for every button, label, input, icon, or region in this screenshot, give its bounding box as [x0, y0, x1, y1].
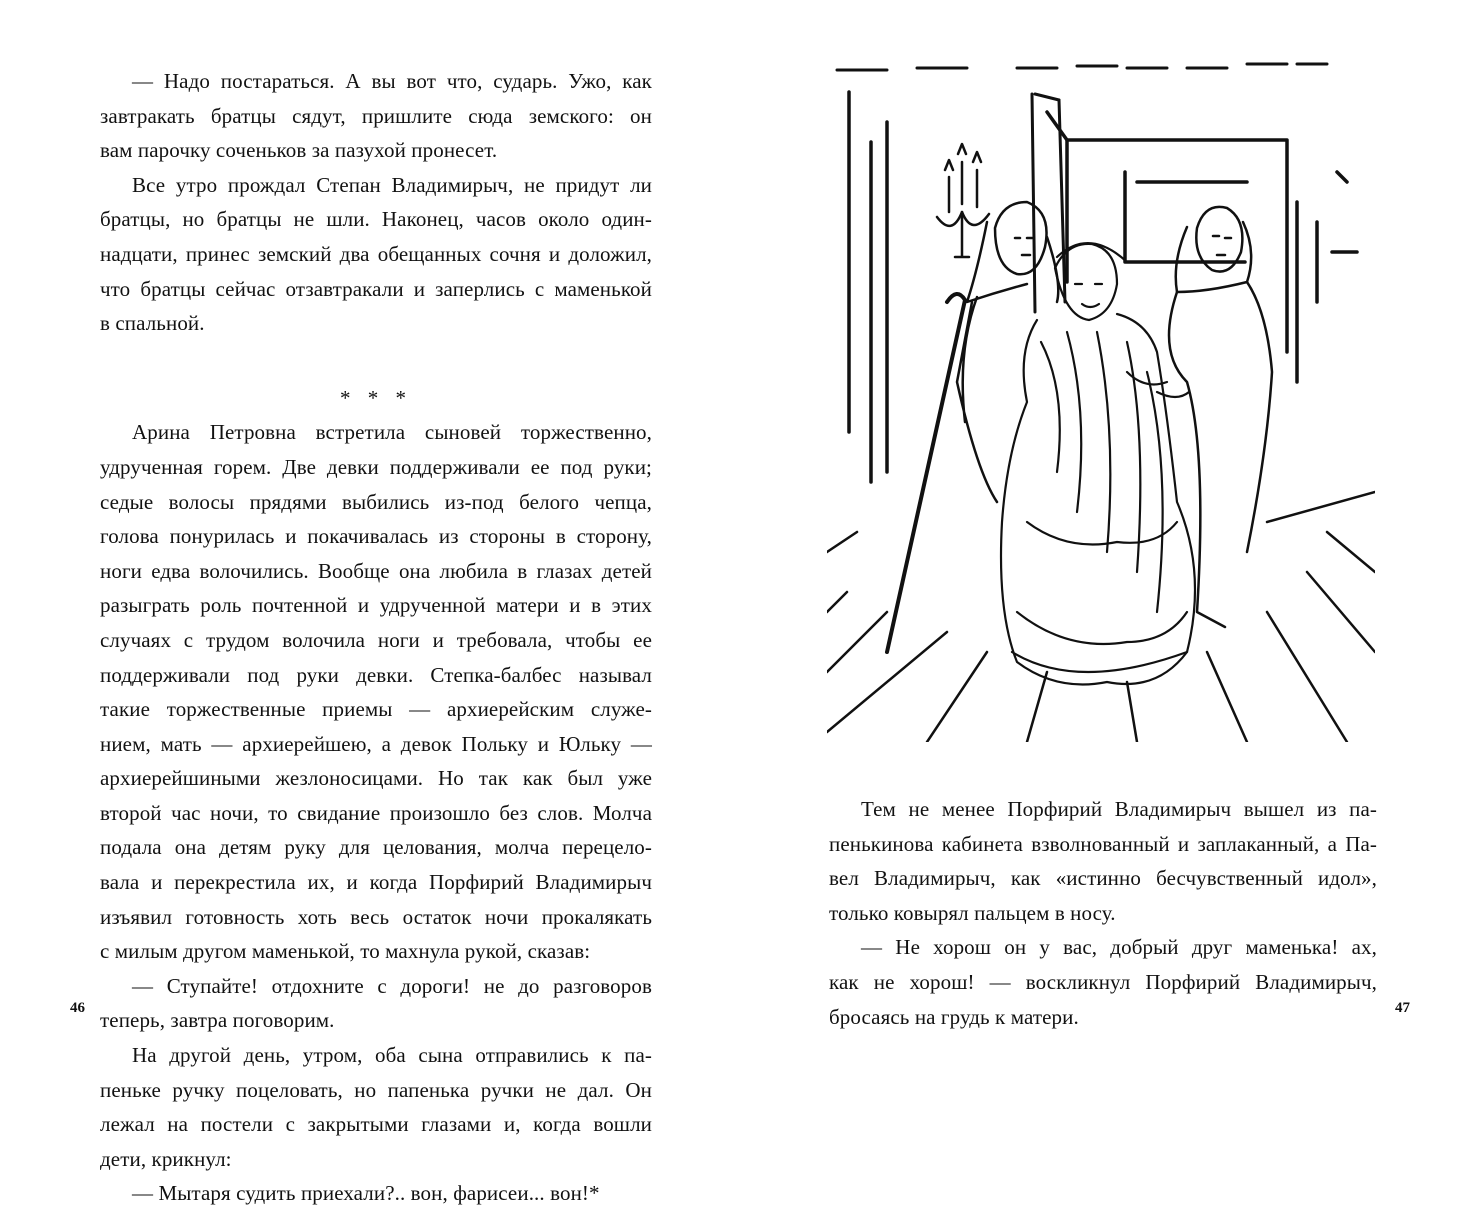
- section-break-stars: * * *: [340, 385, 412, 410]
- text-line: вала и перекрестила их, и когда Порфирий Владимирыч: [100, 870, 652, 895]
- text-line: с милым другом маменькой, то махнула рукой, сказав:: [100, 939, 591, 964]
- text-line: завтракать братцы сядут, пришлите сюда земского: он: [100, 103, 652, 128]
- left-page-text: [100, 64, 652, 1211]
- door-panel: [1032, 94, 1065, 312]
- text-line: дети, крикнул:: [100, 1146, 232, 1171]
- text-line: надцати, принес земский два обещанных сочня и доложил,: [100, 241, 652, 266]
- text-line: подала она детям руку для целования, молча перецело-: [100, 835, 652, 860]
- text-line: удрученная горем. Две девки поддерживали ее под руки;: [100, 454, 652, 479]
- text-line: голова понурилась и покачивалась из стороны в сторону,: [100, 524, 652, 549]
- illustration-arina-petrovna: [827, 52, 1375, 742]
- candle-sconce: [937, 144, 989, 257]
- page-number-right: 47: [1395, 1000, 1410, 1016]
- floor-lines: [827, 492, 1375, 742]
- text-line: братцы, но братцы не шли. Наконец, часов около один-: [100, 207, 652, 232]
- text-line: пенькинова кабинета взволнованный и заплаканный, а Па-: [829, 831, 1377, 856]
- text-line: вам парочку соченьков за пазухой пронесет.: [100, 138, 498, 163]
- text-line: случаях с трудом волочила ноги и требовала, чтобы ее: [100, 627, 652, 652]
- servant-left: [957, 202, 1058, 502]
- text-line: как не хорош! — воскликнул Порфирий Владимирыч,: [829, 969, 1377, 994]
- text-line: — Не хорош он у вас, добрый друг маменька! ах,: [861, 935, 1377, 960]
- right-page-text: [829, 792, 1377, 1034]
- text-line: — Ступайте! отдохните с дороги! не до разговоров: [132, 973, 652, 998]
- text-line: ноги едва волочились. Вообще она любила в глазах детей: [100, 558, 652, 583]
- text-line: пеньке ручку поцеловать, но папенька ручки не дал. Он: [100, 1077, 652, 1102]
- text-line: седые волосы прядями выбились из-под белого чепца,: [100, 489, 652, 514]
- text-line: — Надо постараться. А вы вот что, сударь. Ужо, как: [132, 69, 652, 93]
- text-line: изъявил готовность хоть весь остаток ночи прокалякать: [100, 904, 652, 929]
- text-line: в спальной.: [100, 311, 205, 336]
- text-line: Арина Петровна встретила сыновей торжественно,: [132, 420, 652, 445]
- text-line: Тем не менее Порфирий Владимирыч вышел из па-: [861, 797, 1377, 821]
- ink-drawing: [827, 52, 1375, 742]
- text-line: разыграть роль почтенной и удрученной матери и в этих: [100, 593, 652, 618]
- text-line: поддерживали под руки девки. Степка-балбес называл: [100, 662, 652, 687]
- text-line: Все утро прождал Степан Владимирыч, не придут ли: [132, 172, 652, 197]
- right-page: [739, 0, 1478, 1080]
- text-line: На другой день, утром, оба сына отправились к па-: [132, 1043, 652, 1068]
- text-line: архиерейшиными жезлоносицами. Но так как был уже: [100, 766, 652, 791]
- servant-right: [1169, 207, 1272, 627]
- left-page: [0, 0, 739, 1206]
- text-line: нием, мать — архиерейшею, а девок Польку и Юльку —: [100, 731, 652, 756]
- ceiling-lines: [837, 64, 1327, 70]
- old-woman: [1001, 243, 1195, 684]
- text-line: вел Владимирыч, как «истинно бесчувственный идол»,: [829, 866, 1377, 891]
- text-line: лежал на постели с закрытыми глазами и, когда вошли: [100, 1112, 652, 1137]
- text-line: что братцы сейчас отзавтракали и заперлись с маменькой: [100, 276, 652, 301]
- text-line: второй час ночи, то свидание произошло без слов. Молча: [100, 800, 652, 825]
- text-line: только ковырял пальцем в носу.: [829, 900, 1116, 925]
- page-number-left: 46: [70, 1000, 85, 1016]
- walking-stick: [887, 294, 965, 652]
- door-frame: [849, 92, 1357, 482]
- text-line: бросаясь на грудь к матери.: [829, 1004, 1079, 1029]
- text-line: теперь, завтра поговорим.: [100, 1008, 335, 1033]
- text-line: — Мытаря судить приехали?.. вон, фарисеи... вон!*: [132, 1181, 600, 1206]
- text-line: такие торжественные приемы — архиерейским служе-: [100, 697, 652, 722]
